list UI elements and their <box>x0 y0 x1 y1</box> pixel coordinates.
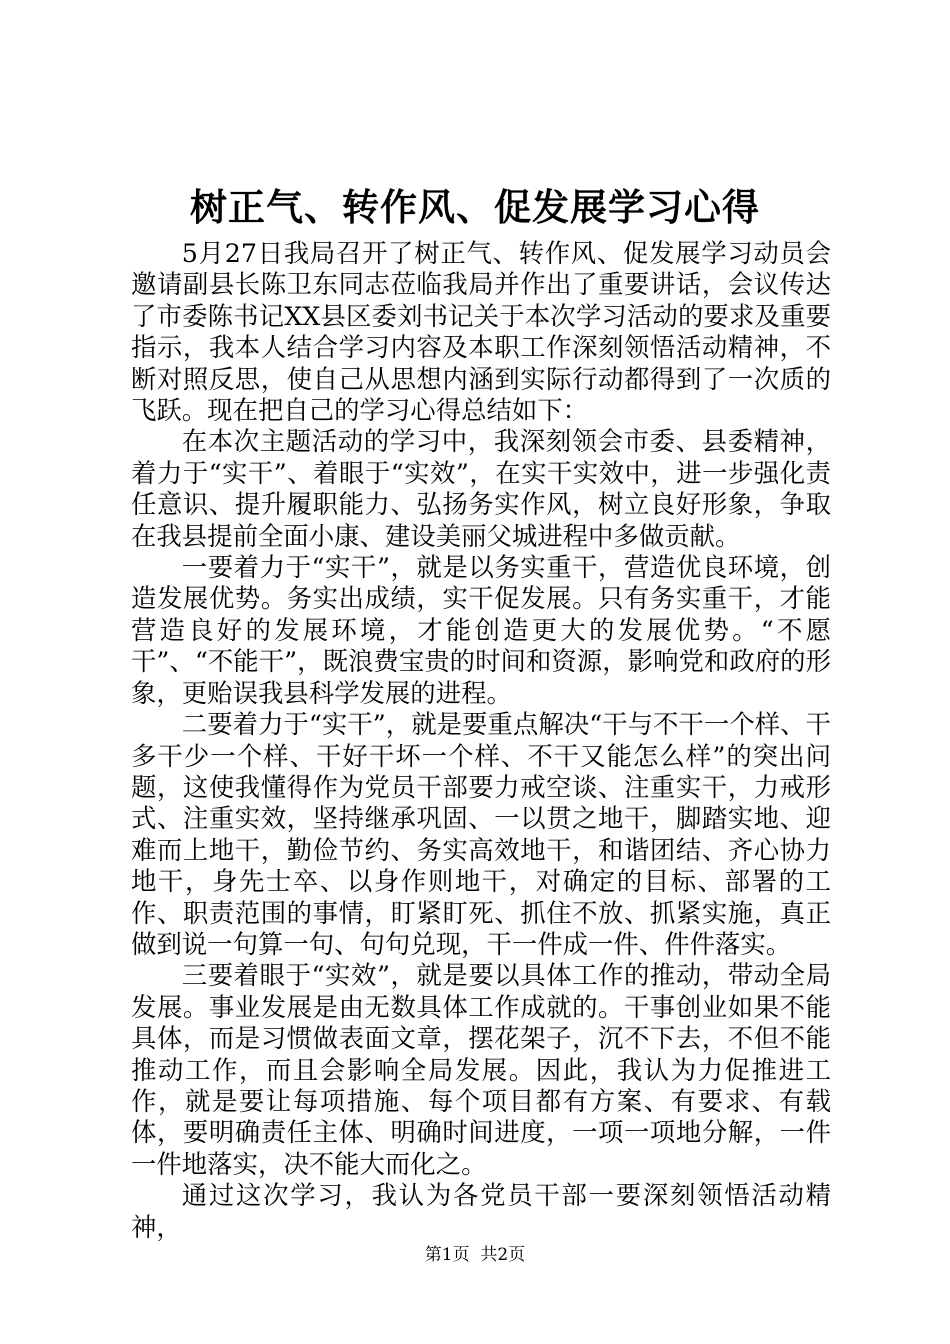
page-number-footer: 第1页 共2页 <box>424 1245 526 1265</box>
paragraph-point-two: 二要着力于“实干”，就是要重点解决“干与不干一个样、干多干少一个样、干好干坏一个样、不干又能怎么样”的突出问题，这使我懂得作为党员干部要力戒空谈、注重实干，力戒形式、注重实效，坚持继承巩固、一以贯之地干，脚踏实地、迎难而上地干，勤俭节约、务实高效地干，和谐团结、齐心协力地干，身先士卒、以身作则地干，对确定的目标、部署的工作、职责范围的事情，盯紧盯死、抓住不放、抓紧实施，真正做到说一句算一句、句句兑现，干一件成一件、件件落实。 <box>131 709 831 959</box>
paragraph-theme: 在本次主题活动的学习中，我深刻领会市委、县委精神，着力于“实干”、着眼于“实效”，在实干实效中，进一步强化责任意识、提升履职能力、弘扬务实作风，树立良好形象，争取在我县提前全面小康、建设美丽父城进程中多做贡献。 <box>131 426 831 551</box>
paragraph-point-one: 一要着力于“实干”，就是以务实重干，营造优良环境，创造发展优势。务实出成绩，实干促发展。只有务实重干，才能营造良好的发展环境，才能创造更大的发展优势。“不愿干”、“不能干”，既浪费宝贵的时间和资源，影响党和政府的形象，更贻误我县科学发展的进程。 <box>131 552 831 708</box>
paragraph-point-three: 三要着眼于“实效”，就是要以具体工作的推动，带动全局发展。事业发展是由无数具体工作成就的。干事创业如果不能具体，而是习惯做表面文章，摆花架子，沉不下去，不但不能推动工作，而且会影响全局发展。因此，我认为力促推进工作，就是要让每项措施、每个项目都有方案、有要求、有载体，要明确责任主体、明确时间进度，一项一项地分解，一件一件地落实，决不能大而化之。 <box>131 960 831 1179</box>
document-title: 树正气、转作风、促发展学习心得 <box>190 185 760 229</box>
paragraph-intro: 5月27日我局召开了树正气、转作风、促发展学习动员会邀请副县长陈卫东同志莅临我局并作出了重要讲话，会议传达了市委陈书记XX县区委刘书记关于本次学习活动的要求及重要指示，我本人结合学习内容及本职工作深刻领悟活动精神，不断对照反思，使自己从思想内涵到实际行动都得到了一次质的飞跃。现在把自己的学习心得总结如下： <box>131 238 831 426</box>
document-body <box>131 238 831 1243</box>
paragraph-conclusion: 通过这次学习，我认为各党员干部一要深刻领悟活动精神， <box>131 1180 831 1242</box>
